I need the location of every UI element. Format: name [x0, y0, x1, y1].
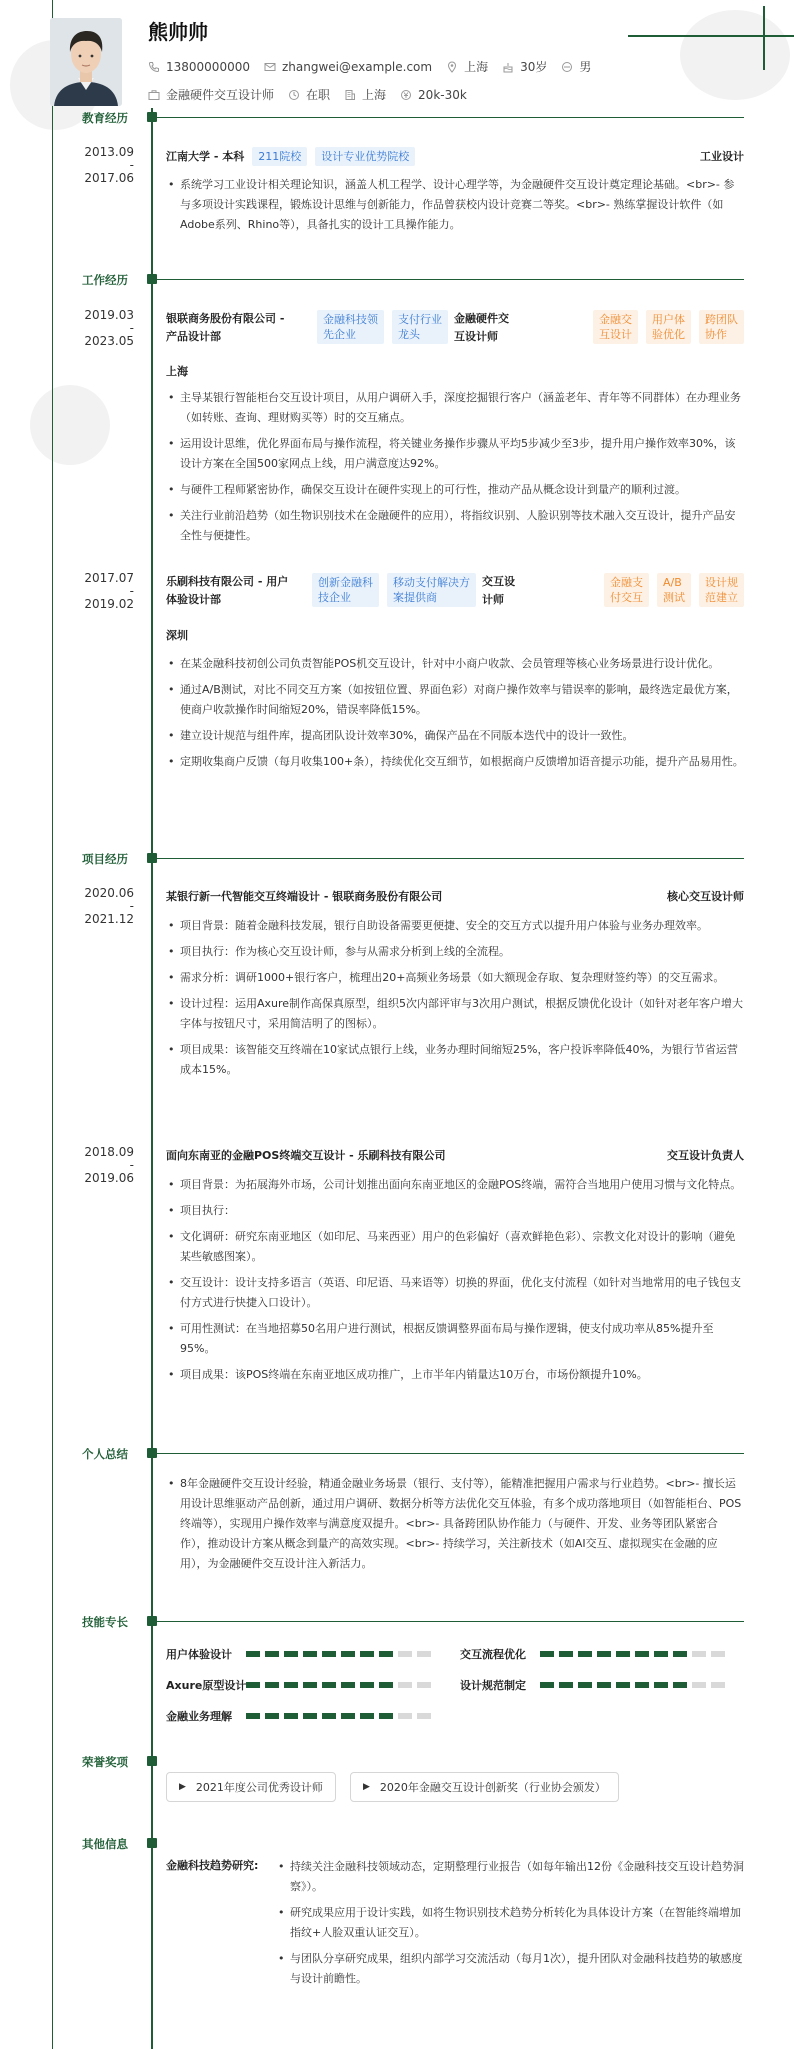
section-divider	[152, 858, 744, 859]
briefcase-icon	[148, 89, 160, 101]
date-start: 2018.09	[84, 1145, 134, 1159]
timeline-dot	[147, 1448, 157, 1458]
skill-level-segment	[246, 1682, 260, 1688]
skill-level-segment	[540, 1651, 554, 1657]
skill-level-segment	[711, 1651, 725, 1657]
skill-level-segment	[341, 1682, 355, 1688]
target-city-text: 上海	[362, 88, 387, 102]
skill-level-segment	[322, 1713, 336, 1719]
award-item	[350, 1772, 619, 1802]
decorative-circle	[30, 385, 110, 465]
tag: 金融支 付交互	[604, 573, 649, 607]
list-item: • 主导某银行智能柜台交互设计项目，从用户调研入手，深度挖掘银行客户（涵盖老年、青年等不同群体）在办理业务（如转账、查询、理财购买等）时的交互痛点。	[166, 388, 744, 428]
status-icon	[288, 89, 300, 101]
project-role: 交互设计负责人	[667, 1149, 744, 1162]
date-start: 2013.09	[84, 145, 134, 159]
location-icon	[446, 61, 458, 73]
job-status-text: 在职	[306, 88, 331, 102]
phone-text: 13800000000	[166, 59, 250, 74]
skill-item	[166, 1646, 436, 1662]
decorative-line	[628, 35, 794, 37]
skill-name: 用户体验设计	[166, 1648, 232, 1661]
work-dates	[70, 568, 134, 614]
contact-email	[264, 60, 432, 74]
skill-level-segment	[398, 1651, 412, 1657]
timeline-dot	[147, 112, 157, 122]
list-item: • 运用设计思维，优化界面布局与操作流程，将关键业务操作步骤从平均5步减少至3步，提升用户操作效率30%，该设计方案在全国500家网点上线，用户满意度达92%。	[166, 434, 744, 474]
work-city: 深圳	[166, 629, 188, 642]
skill-level-segment	[322, 1651, 336, 1657]
section-title-education: 教育经历	[82, 111, 128, 125]
skill-level-segment	[246, 1651, 260, 1657]
skill-level-segment	[379, 1713, 393, 1719]
work-city: 上海	[166, 365, 188, 378]
section-title-skills: 技能专长	[82, 1615, 128, 1629]
skill-level-segment	[635, 1682, 649, 1688]
list-item: • 与硬件工程师紧密协作，确保交互设计在硬件实现上的可行性，推动产品从概念设计到量产的顺利过渡。	[166, 480, 744, 500]
contact-gender	[561, 58, 591, 75]
skill-level-segment	[398, 1682, 412, 1688]
education-description	[166, 175, 744, 241]
section-divider	[152, 117, 744, 118]
summary-text	[166, 1474, 744, 1580]
skill-level-segment	[341, 1713, 355, 1719]
date-separator: -	[129, 899, 134, 913]
gender-text: 男	[579, 60, 592, 74]
target-position	[148, 86, 274, 103]
skill-level-segment	[654, 1682, 668, 1688]
skill-name: 交互流程优化	[460, 1648, 526, 1661]
triangle-right-icon: ▶	[179, 1782, 186, 1792]
skill-level-segment	[417, 1682, 431, 1688]
section-title-summary: 个人总结	[82, 1447, 128, 1461]
age-text: 30岁	[520, 60, 548, 74]
list-item: • 持续关注金融科技领域动态，定期整理行业报告（如每年输出12份《金融科技交互设计趋势洞察》）。	[276, 1857, 744, 1897]
project-dates	[70, 1142, 134, 1188]
skill-item	[460, 1677, 730, 1693]
skill-level-segment	[398, 1713, 412, 1719]
project-header	[166, 1147, 744, 1165]
skill-level-segment	[578, 1682, 592, 1688]
skill-item	[166, 1677, 436, 1693]
skill-level-segment	[692, 1682, 706, 1688]
school-name: 江南大学 - 本科	[166, 149, 245, 163]
contact-age	[502, 58, 547, 75]
date-end: 2019.02	[84, 597, 134, 611]
timeline-dot	[147, 1616, 157, 1626]
job-role: 交互设 计师	[482, 575, 515, 606]
timeline-dot	[147, 853, 157, 863]
target-position-text: 金融硬件交互设计师	[166, 88, 275, 102]
contact-phone	[148, 60, 250, 74]
education-dates	[70, 142, 134, 188]
list-item: • 项目背景：为拓展海外市场，公司计划推出面向东南亚地区的金融POS终端，需符合当地用户使用习惯与文化特点。	[166, 1175, 744, 1195]
skill-level-segment	[303, 1651, 317, 1657]
skill-level-bar	[246, 1713, 436, 1719]
list-item: • 项目成果：该POS终端在东南亚地区成功推广，上市半年内销量达10万台，市场份额提升10%。	[166, 1365, 744, 1385]
skill-level-segment	[360, 1651, 374, 1657]
project-dates	[70, 883, 134, 929]
list-item: • 交互设计：设计支持多语言（英语、印尼语、马来语等）切换的界面，优化支付流程（如针对当地常用的电子钱包支付方式进行快捷入口设计）。	[166, 1273, 744, 1313]
skill-tags	[596, 573, 744, 607]
skill-level-segment	[303, 1713, 317, 1719]
skill-level-segment	[597, 1682, 611, 1688]
skill-level-segment	[654, 1651, 668, 1657]
other-label: 金融科技趋势研究:	[166, 1859, 259, 1872]
section-title-awards: 荣誉奖项	[82, 1755, 128, 1769]
tag: 跨团队 协作	[699, 310, 744, 344]
work-dates	[70, 305, 134, 351]
skill-name: Axure原型设计	[166, 1679, 247, 1692]
list-item: • 与团队分享研究成果，组织内部学习交流活动（每月1次），提升团队对金融科技趋势的敏感度与设计前瞻性。	[276, 1949, 744, 1989]
skill-level-bar	[540, 1682, 730, 1688]
candidate-name: 熊帅帅	[148, 20, 208, 44]
project-title: 面向东南亚的金融POS终端交互设计 - 乐刷科技有限公司	[166, 1149, 446, 1162]
skill-level-bar	[246, 1651, 436, 1657]
list-item: • 关注行业前沿趋势（如生物识别技术在金融硬件的应用），将指纹识别、人脸识别等技术融入交互设计，提升产品安全性与便捷性。	[166, 506, 744, 546]
skill-level-segment	[635, 1651, 649, 1657]
tag: 支付行业 龙头	[392, 310, 448, 344]
skill-level-segment	[597, 1651, 611, 1657]
job-intent-row	[148, 86, 481, 103]
triangle-right-icon: ▶	[363, 1782, 370, 1792]
date-start: 2017.07	[84, 571, 134, 585]
skill-level-segment	[322, 1682, 336, 1688]
skill-name: 设计规范制定	[460, 1679, 526, 1692]
work-header	[166, 310, 744, 346]
date-start: 2019.03	[84, 308, 134, 322]
skill-level-segment	[303, 1682, 317, 1688]
list-item: • 研究成果应用于设计实践，如将生物识别技术趋势分析转化为具体设计方案（在智能终端增加指纹+人脸双重认证交互）。	[276, 1903, 744, 1943]
skill-level-segment	[616, 1682, 630, 1688]
salary-expectation	[400, 88, 467, 102]
skill-level-segment	[379, 1682, 393, 1688]
work-bullets	[166, 388, 744, 552]
skill-level-segment	[559, 1651, 573, 1657]
list-item: • 项目执行：	[166, 1201, 744, 1221]
tag: 211院校	[252, 147, 307, 166]
award-text: 2021年度公司优秀设计师	[195, 1781, 323, 1794]
avatar	[50, 18, 122, 106]
tag: 移动支付解决方 案提供商	[387, 573, 476, 607]
list-item: • 可用性测试：在当地招募50名用户进行测试，根据反馈调整界面布局与操作逻辑，使支付成功率从85%提升至95%。	[166, 1319, 744, 1359]
list-item: • 项目成果：该智能交互终端在10家试点银行上线，业务办理时间缩短25%，客户投诉率降低40%，为银行节省运营成本15%。	[166, 1040, 744, 1080]
date-separator: -	[129, 321, 134, 335]
list-item: • 8年金融硬件交互设计经验，精通金融业务场景（银行、支付等），能精准把握用户需求与行业趋势。<br>- 擅长运用设计思维驱动产品创新，通过用户调研、数据分析等方法优化交互体验，有多个成功落地项目（如智能柜台、POS终端等），实现用户操作效率与满意度双提升。<br>- 具备跨团队协作能力（与硬件、开发、业务等团队紧密合作），推动设计方案从概念到量产的高效实现。<br>- 持续学习，关注新技术（如AI交互、虚拟现实在金融的应用），为金融硬件交互设计注入新活力。	[166, 1474, 744, 1574]
date-end: 2023.05	[84, 334, 134, 348]
tag: A/B 测试	[657, 573, 691, 607]
list-item: • 通过A/B测试，对比不同交互方案（如按钮位置、界面色彩）对商户操作效率与错误率的影响，最终选定最优方案，使商户收款操作时间缩短20%，错误率降低15%。	[166, 680, 744, 720]
skill-item	[460, 1646, 730, 1662]
date-start: 2020.06	[84, 886, 134, 900]
award-text: 2020年金融交互设计创新奖（行业协会颁发）	[379, 1781, 606, 1794]
phone-icon	[148, 61, 160, 73]
list-item: • 文化调研：研究东南亚地区（如印尼、马来西亚）用户的色彩偏好（喜欢鲜艳色彩）、宗教文化对设计的影响（避免某些敏感图案）。	[166, 1227, 744, 1267]
timeline-dot	[147, 1756, 157, 1766]
tag: 用户体 验优化	[646, 310, 691, 344]
project-role: 核心交互设计师	[667, 890, 744, 903]
date-separator: -	[129, 1158, 134, 1172]
job-role: 金融硬件交 互设计师	[454, 312, 509, 343]
project-bullets	[166, 1175, 744, 1391]
skill-level-segment	[673, 1651, 687, 1657]
list-item: • 在某金融科技初创公司负责智能POS机交互设计，针对中小商户收款、会员管理等核心业务场景进行设计优化。	[166, 654, 744, 674]
timeline-dot	[147, 274, 157, 284]
section-title-other: 其他信息	[82, 1837, 128, 1851]
list-item: • 需求分析：调研1000+银行客户，梳理出20+高频业务场景（如大额现金存取、复杂理财签约等）的交互需求。	[166, 968, 744, 988]
date-end: 2021.12	[84, 912, 134, 926]
skill-level-segment	[616, 1651, 630, 1657]
major: 工业设计	[700, 149, 744, 163]
date-separator: -	[129, 584, 134, 598]
company-name: 银联商务股份有限公司 - 产品设计部	[166, 312, 285, 343]
section-divider	[152, 1621, 744, 1622]
skill-level-segment	[673, 1682, 687, 1688]
skill-level-segment	[417, 1713, 431, 1719]
skill-level-segment	[692, 1651, 706, 1657]
skill-item	[166, 1708, 436, 1724]
list-item: • 定期收集商户反馈（每月收集100+条），持续优化交互细节，如根据商户反馈增加语音提示功能，提升产品易用性。	[166, 752, 744, 772]
tag: 金融科技领 先企业	[317, 310, 384, 344]
money-icon	[400, 89, 412, 101]
list-item: • 项目背景：随着金融科技发展，银行自助设备需要更便捷、安全的交互方式以提升用户体验与业务办理效率。	[166, 916, 744, 936]
skill-level-segment	[540, 1682, 554, 1688]
skill-level-segment	[360, 1713, 374, 1719]
skill-level-segment	[711, 1682, 725, 1688]
email-text: zhangwei@example.com	[281, 59, 433, 74]
decorative-circle	[680, 10, 790, 100]
date-separator: -	[129, 158, 134, 172]
project-header	[166, 888, 744, 906]
project-bullets	[166, 916, 744, 1086]
contact-row	[148, 58, 605, 75]
section-divider	[152, 279, 744, 280]
list-item: • 建立设计规范与组件库，提高团队设计效率30%，确保产品在不同版本迭代中的设计一致性。	[166, 726, 744, 746]
award-item	[166, 1772, 336, 1802]
skill-name: 金融业务理解	[166, 1710, 232, 1723]
date-end: 2019.06	[84, 1171, 134, 1185]
skill-level-segment	[246, 1713, 260, 1719]
list-item: • 设计过程：运用Axure制作高保真原型，组织5次内部评审与3次用户测试，根据反馈优化设计（如针对老年客户增大字体与按钮尺寸，采用简洁明了的图标）。	[166, 994, 744, 1034]
work-bullets	[166, 654, 744, 778]
list-item: • 项目执行：作为核心交互设计师，参与从需求分析到上线的全流程。	[166, 942, 744, 962]
skill-level-segment	[341, 1651, 355, 1657]
tag: 创新金融科 技企业	[312, 573, 379, 607]
skill-level-segment	[417, 1651, 431, 1657]
gender-icon	[561, 61, 573, 73]
tag: 设计规 范建立	[699, 573, 744, 607]
building-icon	[344, 89, 356, 101]
skill-level-bar	[246, 1682, 436, 1688]
section-title-work: 工作经历	[82, 273, 128, 287]
company-name: 乐刷科技有限公司 - 用户 体验设计部	[166, 575, 289, 606]
skill-level-segment	[265, 1713, 279, 1719]
skill-level-segment	[284, 1682, 298, 1688]
skill-level-segment	[360, 1682, 374, 1688]
timeline-dot	[147, 1838, 157, 1848]
other-bullets	[276, 1857, 744, 1995]
section-title-projects: 项目经历	[82, 852, 128, 866]
skill-level-segment	[265, 1651, 279, 1657]
skill-level-segment	[379, 1651, 393, 1657]
decorative-line	[52, 0, 53, 2049]
tag: 设计专业优势院校	[315, 147, 415, 166]
location-text: 上海	[464, 60, 489, 74]
skill-level-segment	[265, 1682, 279, 1688]
skill-level-segment	[284, 1651, 298, 1657]
work-header	[166, 573, 744, 609]
education-header	[166, 147, 744, 166]
skill-level-segment	[578, 1651, 592, 1657]
cake-icon	[502, 61, 514, 73]
list-item: • 系统学习工业设计相关理论知识，涵盖人机工程学、设计心理学等，为金融硬件交互设计奠定理论基础。<br>- 参与多项设计实践课程，锻炼设计思维与创新能力，作品曾获校内设计竞赛二等奖。<br>- 熟练掌握设计软件（如Adobe系列、Rhino等），具备扎实的设计工具操作能力。	[166, 175, 744, 235]
target-city	[344, 86, 386, 103]
skill-level-bar	[540, 1651, 730, 1657]
section-divider	[152, 1453, 744, 1454]
skill-tags	[585, 310, 744, 344]
tag: 金融交 互设计	[593, 310, 638, 344]
skill-level-segment	[284, 1713, 298, 1719]
contact-location	[446, 58, 488, 75]
date-end: 2017.06	[84, 171, 134, 185]
decorative-line	[763, 6, 765, 70]
skill-level-segment	[559, 1682, 573, 1688]
job-status	[288, 86, 330, 103]
mail-icon	[264, 61, 276, 73]
salary-text: 20k-30k	[418, 87, 467, 102]
project-title: 某银行新一代智能交互终端设计 - 银联商务股份有限公司	[166, 890, 443, 903]
